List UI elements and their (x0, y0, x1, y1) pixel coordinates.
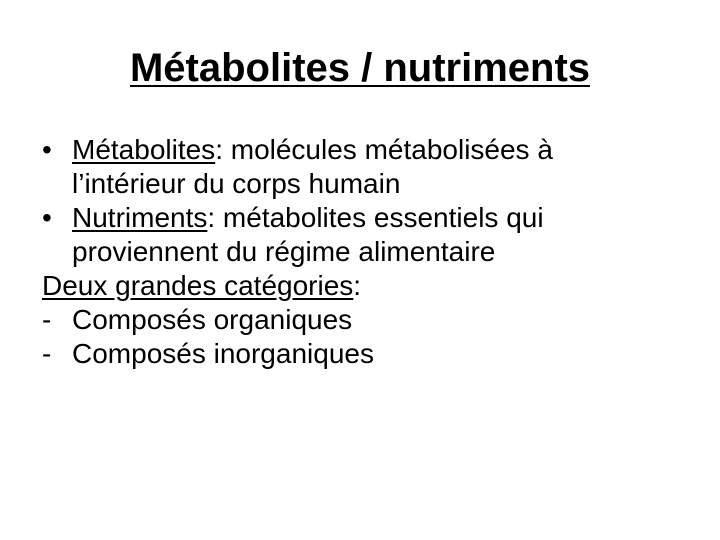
category-label: Composés organiques (72, 304, 353, 335)
slide-title: Métabolites / nutriments (129, 46, 591, 90)
bullet-nutriments-continuation: proviennent du régime alimentaire (72, 236, 496, 267)
bullet-marker: • (42, 134, 52, 165)
categories-heading: Deux grandes catégories: (42, 270, 362, 301)
dash-marker: - (42, 338, 52, 369)
slide-body (42, 133, 692, 371)
bullet-nutriments (42, 201, 692, 235)
term-nutriments: Nutriments (72, 202, 208, 233)
category-label: Composés inorganiques (72, 338, 374, 369)
bullet-metabolites (42, 133, 692, 167)
category-item-inorganic (42, 337, 692, 371)
term-metabolites: Métabolites (72, 134, 216, 165)
definition-nutriments: : métabolites essentiels qui (207, 202, 544, 233)
categories-heading-text: Deux grandes catégories (42, 270, 354, 301)
bullet-marker: • (42, 202, 52, 233)
definition-metabolites: : molécules métabolisées à (215, 134, 553, 165)
dash-marker: - (42, 304, 52, 335)
bullet-metabolites-continuation: l’intérieur du corps humain (72, 168, 401, 199)
category-item-organic (42, 303, 692, 337)
